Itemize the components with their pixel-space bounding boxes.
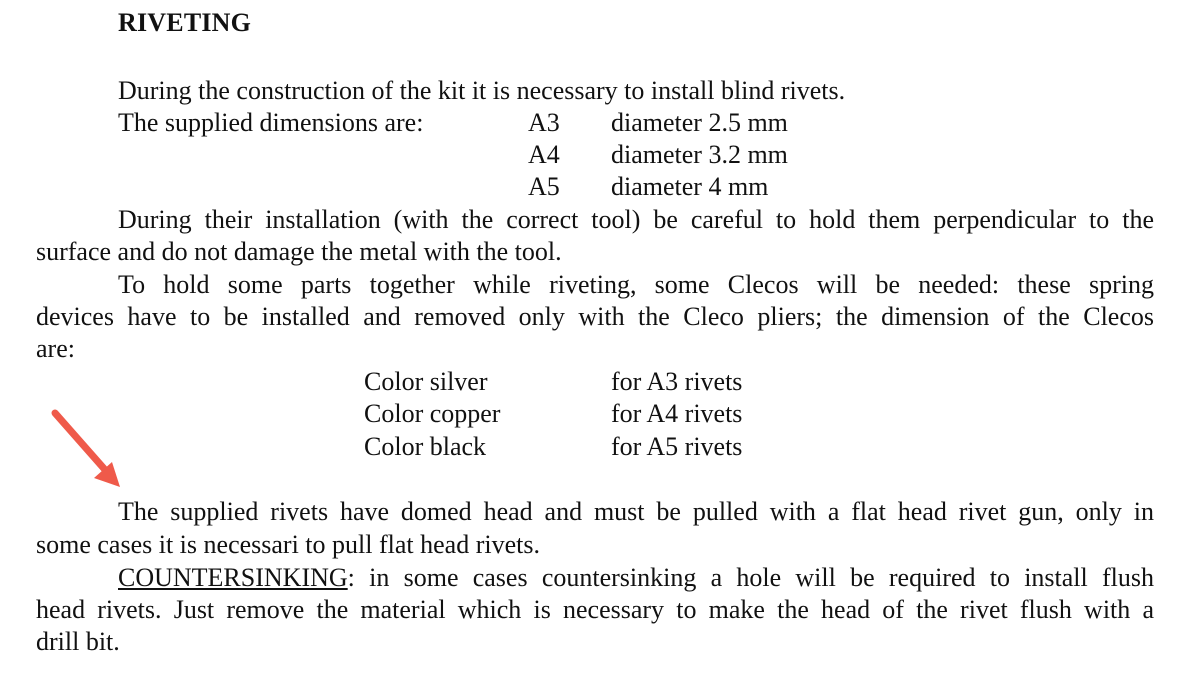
domed-paragraph-line: some cases it is necessari to pull flat head rivets. <box>36 530 540 559</box>
cleco-use: for A4 rivets <box>611 399 743 428</box>
rivet-code: A3 <box>528 108 560 137</box>
clecos-paragraph-line: are: <box>36 334 75 363</box>
clecos-paragraph-line: devices have to be installed and removed only with the Cleco pliers; the dimension of the Clecos <box>36 302 1154 331</box>
cleco-color: Color copper <box>364 399 501 428</box>
cleco-color: Color silver <box>364 367 488 396</box>
cleco-use: for A3 rivets <box>611 367 743 396</box>
cleco-color: Color black <box>364 432 487 461</box>
countersink-paragraph-line <box>118 562 1154 594</box>
dimensions-label: The supplied dimensions are: <box>118 108 424 137</box>
countersinking-term: COUNTERSINKING <box>118 563 348 592</box>
install-paragraph-line: surface and do not damage the metal with the tool. <box>36 237 562 266</box>
arrow-icon <box>40 400 140 500</box>
cleco-use: for A5 rivets <box>611 432 743 461</box>
intro-line: During the construction of the kit it is necessary to install blind rivets. <box>118 76 846 105</box>
section-title: RIVETING <box>118 8 252 37</box>
domed-paragraph-line: The supplied rivets have domed head and must be pulled with a flat head rivet gun, only in <box>118 497 1154 526</box>
rivet-code: A5 <box>528 172 560 201</box>
countersink-text: : in some cases countersinking a hole will be required to install flush <box>347 563 1154 592</box>
countersink-paragraph-line: drill bit. <box>36 627 120 656</box>
rivet-diameter: diameter 2.5 mm <box>611 108 788 137</box>
install-paragraph-line: During their installation (with the correct tool) be careful to hold them perpendicular to the <box>118 205 1154 234</box>
clecos-paragraph-line: To hold some parts together while riveting, some Clecos will be needed: these spring <box>118 270 1154 299</box>
rivet-diameter: diameter 4 mm <box>611 172 769 201</box>
rivet-code: A4 <box>528 140 560 169</box>
rivet-diameter: diameter 3.2 mm <box>611 140 788 169</box>
countersink-paragraph-line: head rivets. Just remove the material which is necessary to make the head of the rivet flush with a <box>36 595 1154 624</box>
